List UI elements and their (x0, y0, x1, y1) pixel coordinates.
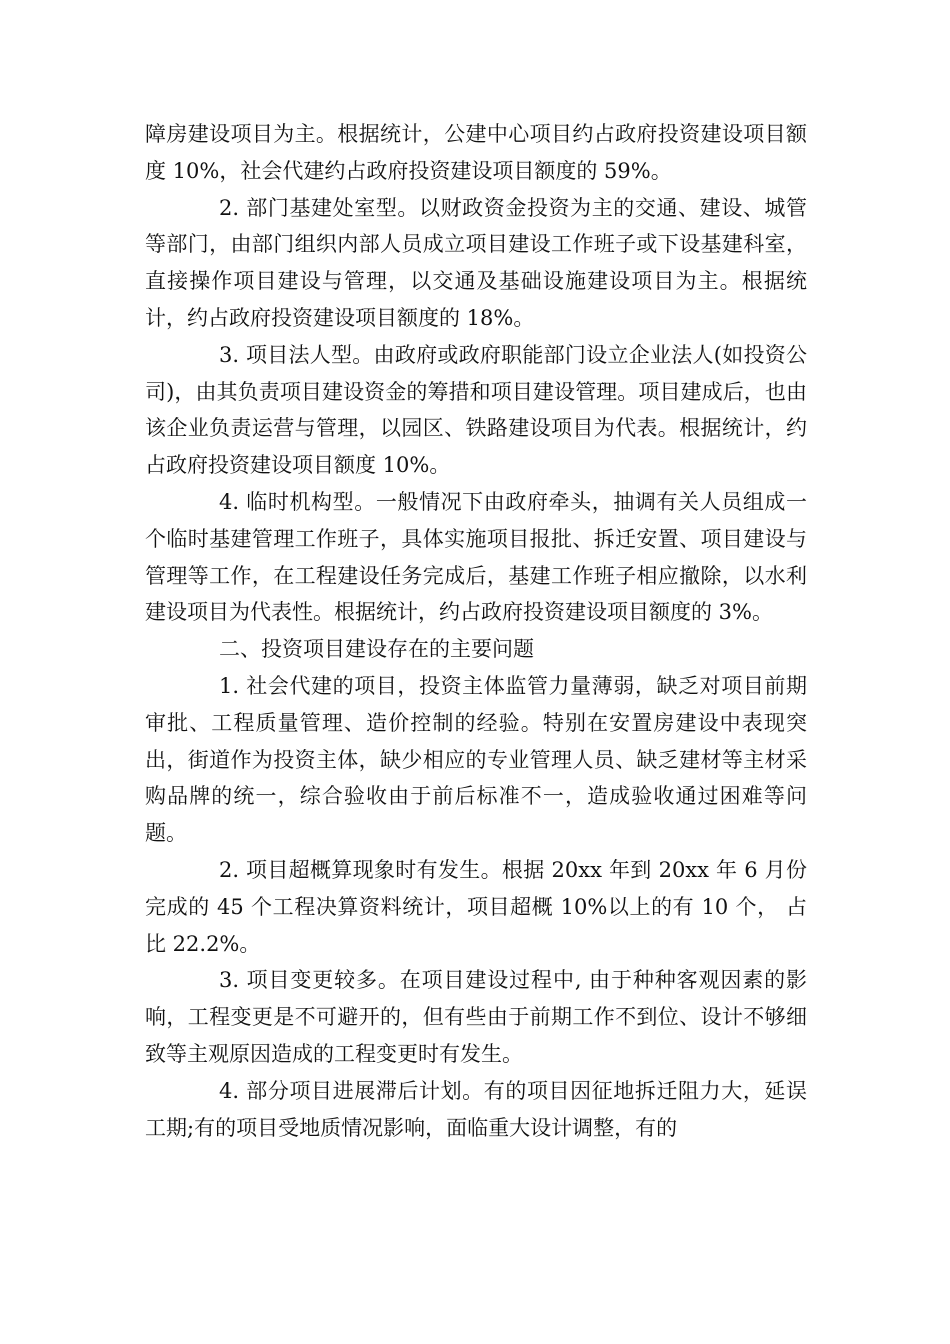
paragraph-item-4: 4. 临时机构型。一般情况下由政府牵头，抽调有关人员组成一个临时基建管理工作班子，具体实施项目报批、拆迁安置、项目建设与管理等工作，在工程建设任务完成后，基建工作班子相应撤除，以水利建设项目为代表性。根据统计，约占政府投资建设项目额度的 3%。 (145, 489, 807, 625)
paragraph-problem-1: 1. 社会代建的项目，投资主体监管力量薄弱，缺乏对项目前期审批、工程质量管理、造价控制的经验。特别在安置房建设中表现突出，街道作为投资主体，缺少相应的专业管理人员、缺乏建材等主材采购品牌的统一，综合验收由于前后标准不一，造成验收通过困难等问题。 (145, 673, 807, 846)
paragraph-item-3: 3. 项目法人型。由政府或政府职能部门设立企业法人(如投资公司)，由其负责项目建设资金的筹措和项目建设管理。项目建成后，也由该企业负责运营与管理，以园区、铁路建设项目为代表。根据统计，约占政府投资建设项目额度 10%。 (145, 342, 807, 478)
document-body (145, 116, 807, 1146)
paragraph-problem-3: 3. 项目变更较多。在项目建设过程中, 由于种种客观因素的影响，工程变更是不可避开的，但有些由于前期工作不到位、设计不够细致等主观原因造成的工程变更时有发生。 (145, 968, 807, 1066)
paragraph-problem-2: 2. 项目超概算现象时有发生。根据 20xx 年到 20xx 年 6 月份完成的 45 个工程决算资料统计，项目超概 10%以上的有 10 个， 占比 22.2%。 (145, 857, 807, 956)
paragraph-continuation: 障房建设项目为主。根据统计，公建中心项目约占政府投资建设项目额度 10%，社会代建约占政府投资建设项目额度的 59%。 (145, 122, 807, 183)
paragraph-problem-4: 4. 部分项目进展滞后计划。有的项目因征地拆迁阻力大，延误工期;有的项目受地质情况影响，面临重大设计调整，有的 (145, 1078, 807, 1140)
paragraph-item-2: 2. 部门基建处室型。以财政资金投资为主的交通、建设、城管等部门，由部门组织内部人员成立项目建设工作班子或下设基建科室，直接操作项目建设与管理，以交通及基础设施建设项目为主。根据统计，约占政府投资建设项目额度的 18%。 (145, 195, 807, 330)
section-heading: 二、投资项目建设存在的主要问题 (219, 637, 534, 662)
